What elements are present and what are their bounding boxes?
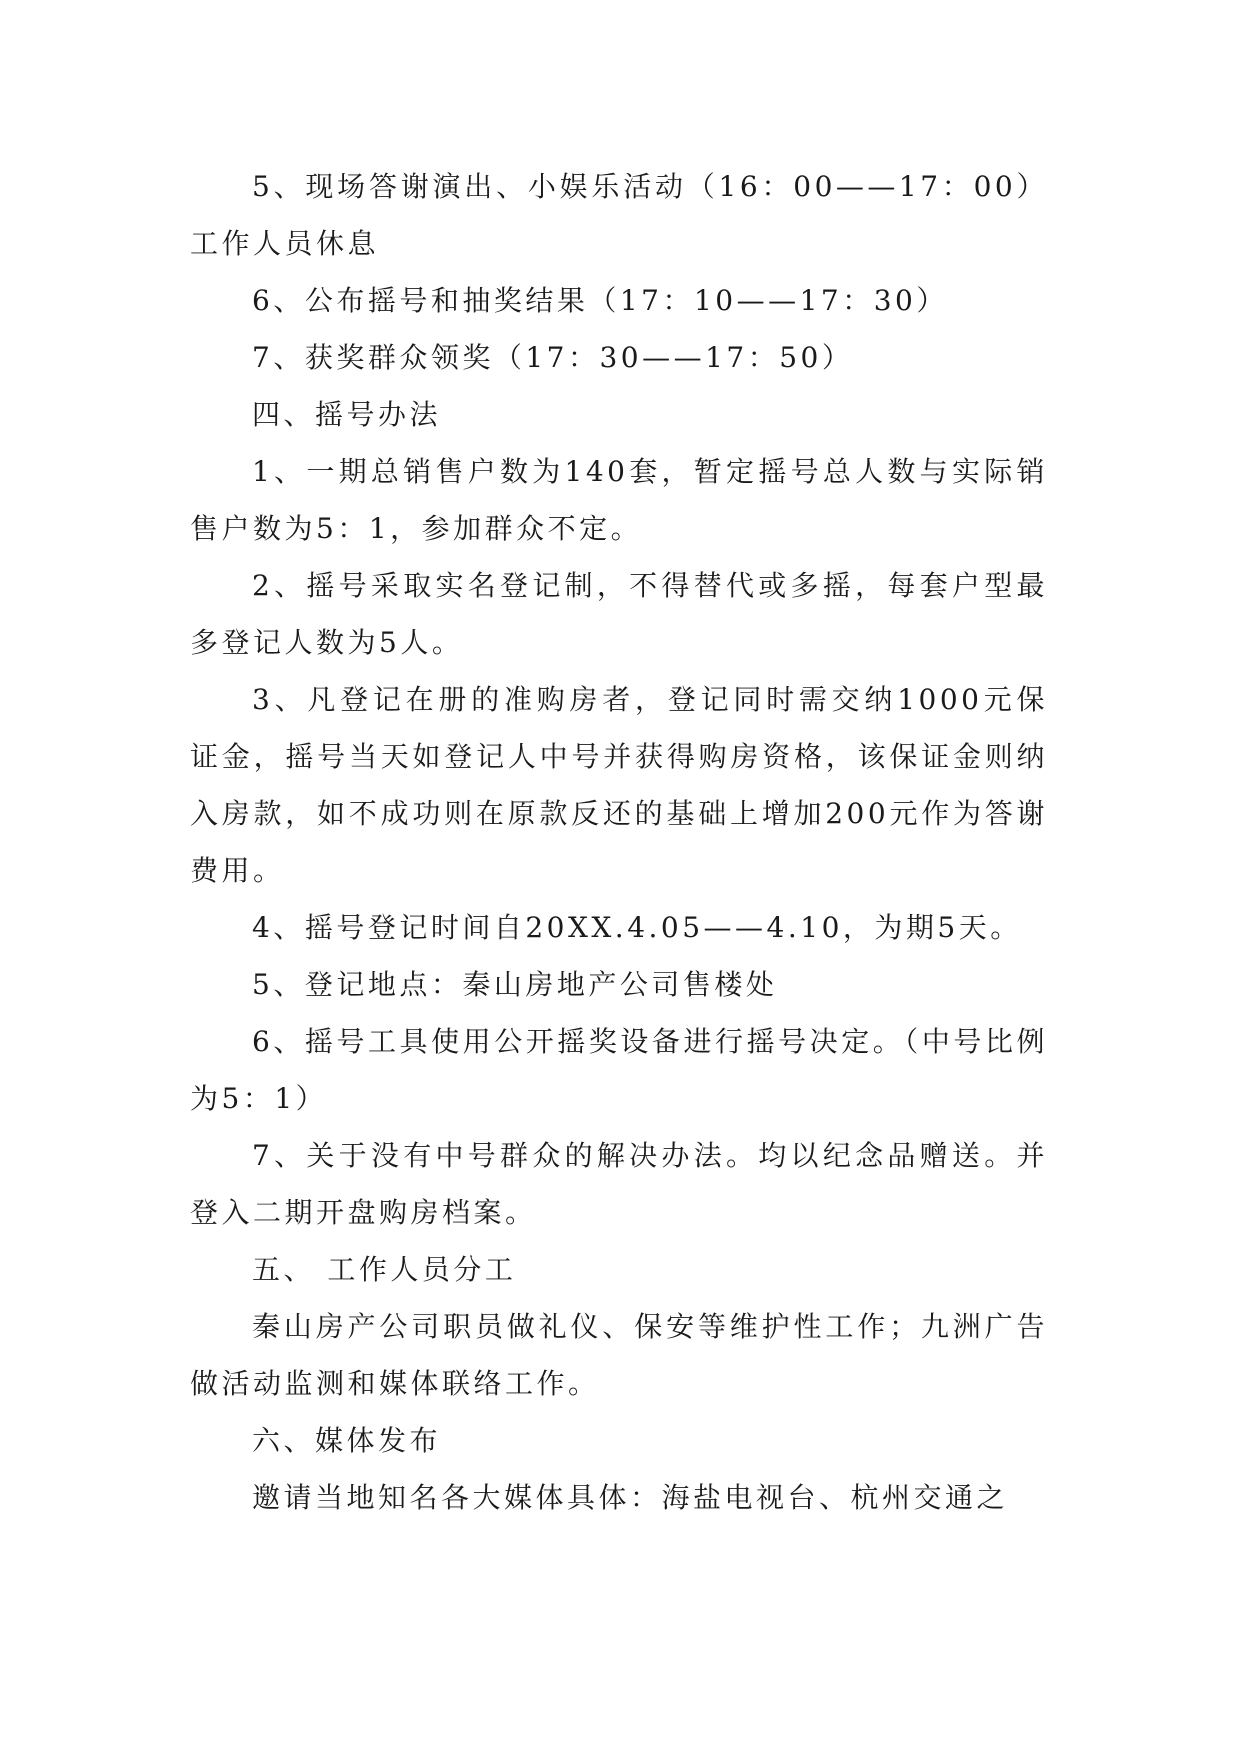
paragraph: 秦山房产公司职员做礼仪、保安等维护性工作；九洲广告做活动监测和媒体联络工作。: [190, 1310, 1048, 1400]
document-page: [190, 158, 1048, 1526]
paragraph: 7、关于没有中号群众的解决办法。均以纪念品赠送。并登入二期开盘购房档案。: [190, 1139, 1048, 1229]
paragraph: 2、摇号采取实名登记制，不得替代或多摇，每套户型最多登记人数为5人。: [190, 569, 1048, 659]
paragraph: 3、凡登记在册的准购房者，登记同时需交纳1000元保证金，摇号当天如登记人中号并获得购房资格，该保证金则纳入房款，如不成功则在原款反还的基础上增加200元作为答谢费用。: [190, 683, 1048, 887]
paragraph: 5、现场答谢演出、小娱乐活动（16：00——17：00）工作人员休息: [190, 170, 1048, 260]
paragraph: 4、摇号登记时间自20XX.4.05——4.10，为期5天。: [252, 911, 1022, 944]
section-heading: 五、 工作人员分工: [252, 1253, 517, 1286]
paragraph: 6、公布摇号和抽奖结果（17：10——17：30）: [252, 284, 948, 317]
section-heading: 四、摇号办法: [252, 398, 442, 431]
paragraph: 邀请当地知名各大媒体具体：海盐电视台、杭州交通之: [252, 1481, 1009, 1514]
paragraph: 6、摇号工具使用公开摇奖设备进行摇号决定。（中号比例为5：1）: [190, 1025, 1048, 1115]
paragraph: 5、登记地点：秦山房地产公司售楼处: [252, 968, 778, 1001]
paragraph: 1、一期总销售户数为140套，暂定摇号总人数与实际销售户数为5：1，参加群众不定。: [190, 455, 1048, 545]
section-heading: 六、媒体发布: [252, 1424, 442, 1457]
paragraph: 7、获奖群众领奖（17：30——17：50）: [252, 341, 854, 374]
